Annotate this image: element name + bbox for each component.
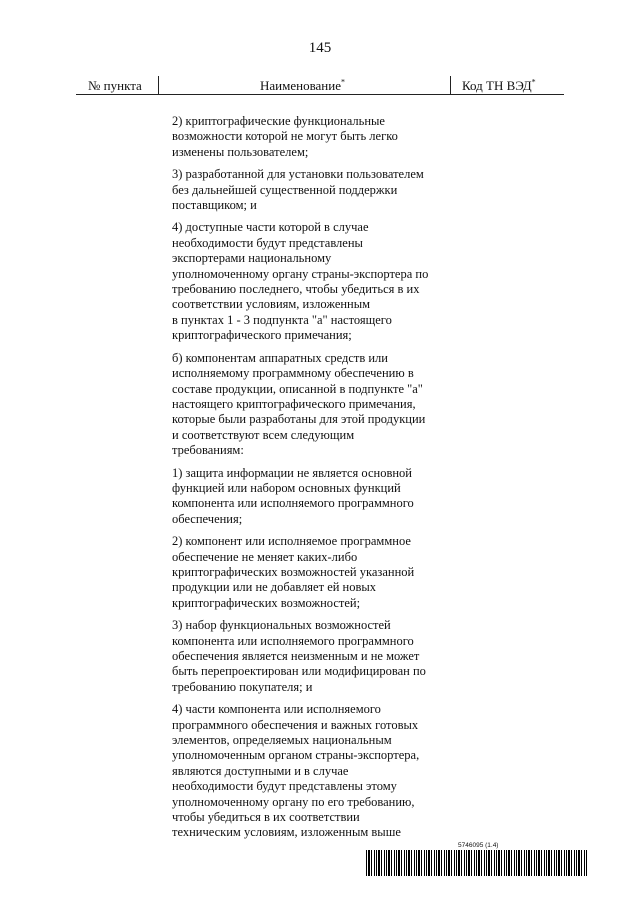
paragraph: б) компонентам аппаратных средств или исполняемому программному обеспечению в составе продукции, описанной в подпункте "а" настоящего криптографического примечания, которые были разработаны для этой продукции и соответствуют всем следующим требованиям: (172, 350, 426, 458)
column-header-code (462, 78, 536, 94)
paragraph: 4) доступные части которой в случае необходимости будут представлены экспортерами национальному уполномоченному органу страны-экспортера по требованию последнего, чтобы убедиться в их соответствии условиям, изложенным в пунктах 1 - 3 подпункта "а" настоящего криптографического примечания; (172, 220, 429, 343)
paragraph: 3) разработанной для установки пользователем без дальнейшей существенной поддержки поставщиком; и (172, 167, 424, 213)
column-header-name (260, 78, 345, 94)
footnote-mark: * (531, 77, 536, 87)
column-divider (450, 76, 451, 94)
column-header-number: № пункта (88, 78, 142, 93)
paragraph: 1) защита информации не является основной функцией или набором основных функций компонента или исполняемого программного обеспечения; (172, 465, 414, 526)
barcode-block (366, 842, 588, 876)
page-number: 145 (308, 40, 332, 56)
column-header-code-text: Код ТН ВЭД (462, 78, 532, 93)
table-header (76, 76, 564, 95)
paragraph: 4) части компонента или исполняемого программного обеспечения и важных готовых элементов, определяемых национальным уполномоченным органом страны-экспортера, являются доступными и в случае необходимости будут представлены этому уполномоченному органу по его требованию, чтобы убедиться в их соответствии техническим условиям, изложенным выше (172, 702, 420, 840)
paragraph: 2) криптографические функциональные возможности которой не могут быть легко изменены пользователем; (172, 114, 398, 159)
paragraph: 2) компонент или исполняемое программное обеспечение не меняет каких-либо криптографических возможностей указанной продукции или не добавляет ей новых криптографических возможностей; (172, 534, 415, 610)
paragraph: 3) набор функциональных возможностей компонента или исполняемого программного обеспечения является неизменным и не может быть перепроектирован или модифицирован по требованию покупателя; и (172, 618, 426, 694)
barcode-caption: 5746095 (1.4) (458, 842, 499, 849)
footnote-mark: * (341, 77, 345, 87)
column-divider (158, 76, 159, 94)
column-header-name-text: Наименование (260, 78, 341, 93)
document-body (172, 114, 440, 848)
barcode-icon (366, 850, 588, 876)
